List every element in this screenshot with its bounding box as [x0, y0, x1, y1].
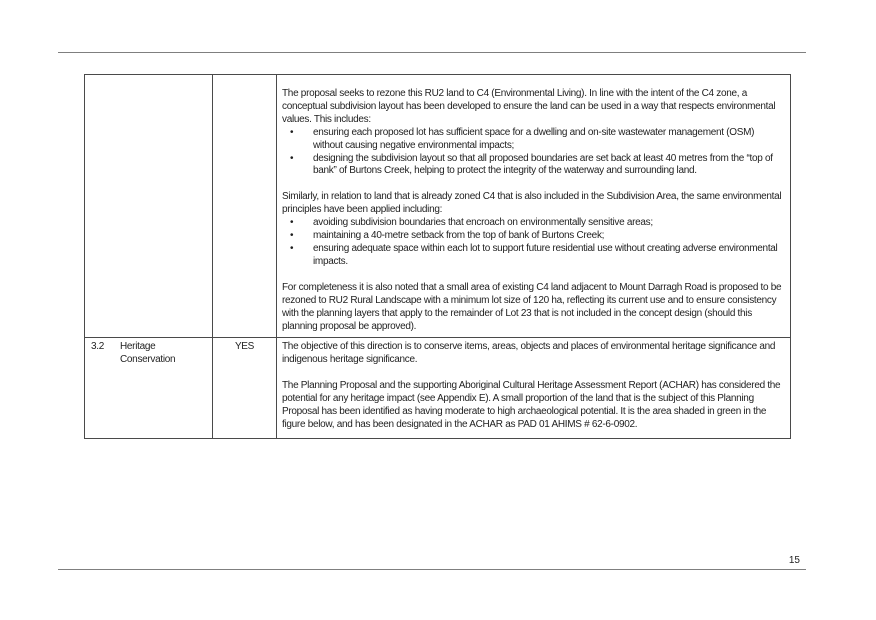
footer-rule	[58, 569, 806, 570]
paragraph: The proposal seeks to rezone this RU2 land to C4 (Environmental Living). In line with the intent of the C4 zone, a conceptual subdivision layout has been developed to ensure the land can be used in a way that respects environmental values. This includes:	[282, 88, 776, 125]
ref-cell-empty	[85, 75, 213, 338]
directions-table	[84, 74, 791, 439]
bullet-icon: •	[290, 230, 294, 242]
blank-line	[282, 367, 782, 380]
section-number: 3.2	[91, 341, 105, 353]
content-cell	[277, 75, 791, 338]
answer-cell-empty	[213, 75, 277, 338]
bullet-item	[282, 217, 782, 230]
bullet-icon: •	[290, 152, 294, 164]
bullet-icon: •	[290, 126, 294, 138]
bullet-item	[282, 230, 782, 243]
bullet-item	[282, 243, 782, 269]
bullet-item	[282, 153, 782, 179]
table-row	[85, 338, 791, 439]
paragraph: The Planning Proposal and the supporting Aboriginal Cultural Heritage Assessment Report (ACHAR) has considered the potential for any heritage impact (see Appendix E). A small proportion of the land that is the subject of this Planning Proposal has been identified as having moderate to high archaeological potential. It is the area shaded in green in the figure below, and has been designated in the ACHAR as PAD 01 AHIMS # 62-6-0902.	[282, 380, 781, 430]
answer-value: YES	[234, 341, 255, 353]
section-title: Heritage Conservation	[120, 341, 176, 366]
answer-cell	[213, 338, 277, 439]
bullet-text: avoiding subdivision boundaries that encroach on environmentally sensitive areas;	[313, 217, 653, 229]
header-rule	[58, 52, 806, 53]
blank-line	[282, 178, 782, 191]
content-cell	[277, 338, 791, 439]
paragraph: The objective of this direction is to conserve items, areas, objects and places of environmental heritage significance and indigenous heritage significance.	[282, 341, 776, 366]
ref-cell	[85, 338, 213, 439]
paragraph: Similarly, in relation to land that is already zoned C4 that is also included in the Subdivision Area, the same environmental principles have been applied including:	[282, 191, 782, 216]
paragraph: For completeness it is also noted that a small area of existing C4 land adjacent to Mount Darragh Road is proposed to be rezoned to RU2 Rural Landscape with a minimum lot size of 120 ha, reflecting its current use and to ensure consistency with the planning layers that apply to the remainder of Lot 23 that is not included in the concept design (should this planning proposal be approved).	[282, 281, 782, 332]
bullet-text: maintaining a 40-metre setback from the top of bank of Burtons Creek;	[313, 230, 605, 242]
page-number: 15	[788, 555, 800, 566]
table-row	[85, 75, 791, 338]
blank-line	[282, 269, 782, 282]
bullet-icon: •	[290, 242, 294, 254]
bullet-text: ensuring each proposed lot has sufficient space for a dwelling and on-site wastewater management (OSM) without causing negative environmental impacts;	[313, 126, 755, 151]
bullet-item	[282, 127, 782, 153]
bullet-text: ensuring adequate space within each lot to support future residential use without creating adverse environmental impacts.	[313, 242, 778, 267]
bullet-icon: •	[290, 217, 294, 229]
bullet-text: designing the subdivision layout so that all proposed boundaries are set back at least 40 metres from the “top of bank” of Burtons Creek, helping to protect the integrity of the waterway and surrounding land.	[313, 152, 773, 177]
